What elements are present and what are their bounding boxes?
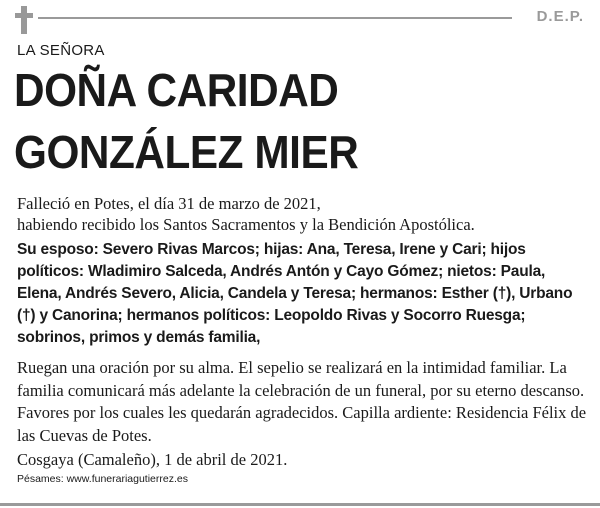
latin-cross-icon xyxy=(15,6,33,34)
top-divider xyxy=(38,17,512,19)
deceased-name-line-1: DOÑA CARIDAD xyxy=(14,64,339,116)
death-line-2: habiendo recibido los Santos Sacramentos y la Bendición Apostólica. xyxy=(17,215,475,234)
death-line-1: Falleció en Potes, el día 31 de marzo de 2021, xyxy=(17,194,321,213)
bottom-divider xyxy=(0,503,600,506)
dep-label: D.E.P. xyxy=(536,8,584,25)
condolences-link[interactable]: Pésames: www.funerariagutierrez.es xyxy=(17,473,188,485)
place-date: Cosgaya (Camaleño), 1 de abril de 2021. xyxy=(17,450,288,469)
honorific-label: LA SEÑORA xyxy=(17,42,105,59)
prayer-paragraph: Ruegan una oración por su alma. El sepelio se realizará en la intimidad familiar. La familia comunicará más adelante la celebración de un funeral, por su eterno descanso. Favores por los cuales les quedarán agradecidos. Capilla ardiente: Residencia Félix de las Cuevas de Potes. xyxy=(17,358,587,445)
death-announcement xyxy=(17,193,587,235)
deceased-name-line-2: GONZÁLEZ MIER xyxy=(14,126,359,178)
family-list: Su esposo: Severo Rivas Marcos; hijas: Ana, Teresa, Irene y Cari; hijos políticos: Wladimiro Salceda, Andrés Antón y Cayo Gómez; nietos: Paula, Elena, Andrés Severo, Alicia, Candela y Teresa; hermanos: Esther (†), Urbano (†) y Canorina; hermanos políticos: Leopoldo Rivas y Socorro Ruesga; sobrinos, primos y demás familia, xyxy=(17,241,573,346)
